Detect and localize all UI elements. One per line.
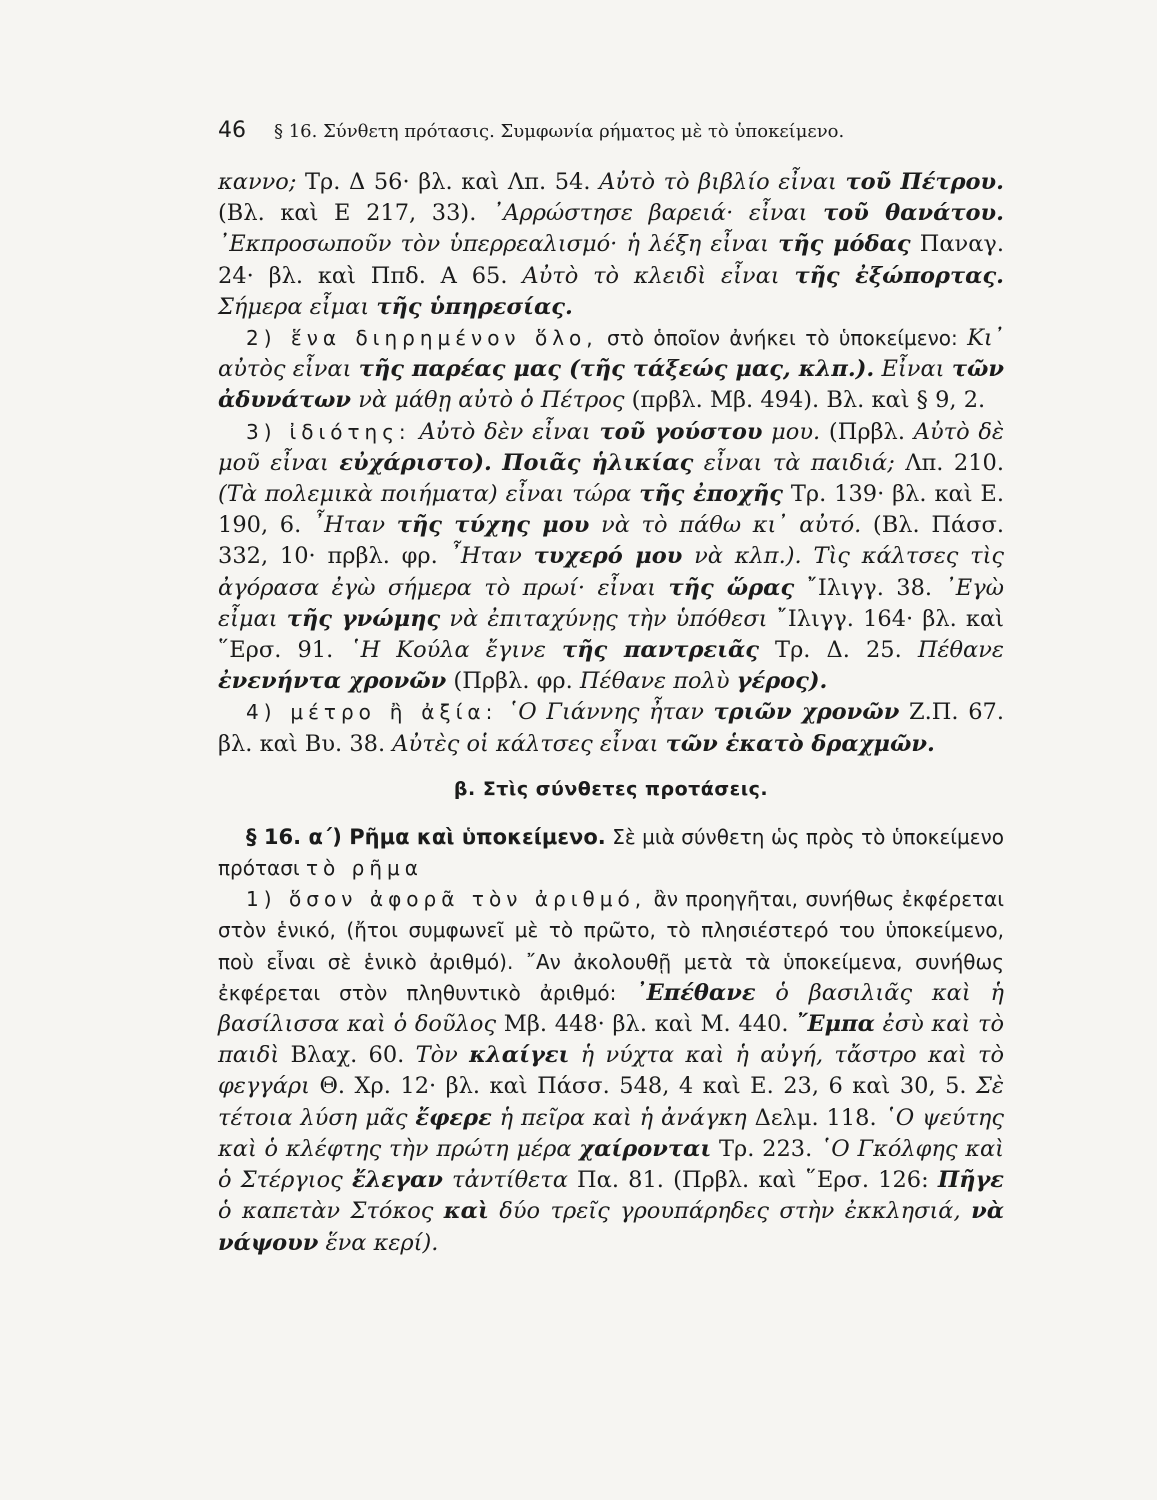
text-span: ἔφερε — [415, 1104, 492, 1131]
text-span: ἔλεγαν — [351, 1167, 443, 1194]
section-title: § 16. α΄) Ρῆμα καὶ ὑποκείμενο. — [246, 824, 606, 849]
text-span: τριῶν χρονῶν — [713, 699, 900, 726]
text-span: κλαίγει — [469, 1042, 570, 1069]
text-span: ῎Εμπα — [796, 1011, 875, 1038]
text-span: νὰ κλπ.). — [682, 543, 802, 570]
text-span: ᾿Επέθανε — [635, 979, 756, 1006]
paragraph-6 — [218, 884, 1004, 1258]
text-span: Αὐτὸ δὲν εἶναι — [410, 418, 600, 445]
text-span: νὰ ἐπιταχύνῃς τὴν ὑπόθεσι — [440, 605, 768, 632]
running-title: § 16. Σύνθετη πρότασις. Συμφωνία ρήματος μὲ τὸ ὑποκείμενο. — [274, 121, 845, 142]
text-span: ῎Ιλιγγ. 164· βλ. καὶ ῞Ερσ. 91. — [218, 605, 1005, 664]
text-span: ῏Ηταν — [449, 543, 534, 570]
text-span: Εἶναι — [881, 356, 952, 383]
text-span: (Πρβλ. — [820, 418, 914, 445]
text-span: τοῦ Πέτρου. — [845, 169, 1004, 195]
text-span: ὁ καπετὰν Στόκος — [218, 1198, 444, 1225]
text-span: Πέθανε πολὺ — [579, 668, 737, 695]
text-span: νὰ νάψουν — [218, 1198, 1005, 1256]
text-span: τῶν ἀδυνάτων — [218, 356, 1005, 414]
text-span — [492, 450, 502, 476]
text-span: τἀντίθετα — [442, 1167, 568, 1194]
paragraph-3 — [218, 417, 1004, 698]
text-span: γέρος). — [736, 668, 828, 695]
text-span: τῆς παρέας μας (τῆς τάξεώς μας, κλπ.). — [358, 356, 875, 383]
text-span: ῾Ο Γιάννης ἦταν — [497, 699, 714, 726]
item-label: 1) ὅσον ἀφορᾶ τὸν ἀριθμό, — [246, 887, 647, 912]
text-span: Πα. 81. (Πρβλ. καὶ ῞Ερσ. 126: — [567, 1167, 938, 1194]
text-span: ᾿Εκπροσωποῦν τὸν ὑπερρεαλισμό· ἡ λέξη εἶναι — [218, 231, 779, 258]
paragraph-5 — [218, 822, 1004, 884]
text-span: Δελμ. 118. — [746, 1104, 885, 1131]
text-span: νὰ μάθῃ αὐτὸ ὁ Πέτρος — [351, 387, 625, 414]
text-span: τῆς ἐξώπορτας. — [794, 262, 1004, 289]
text-span: τῆς ἐποχῆς — [639, 481, 783, 508]
text-span: Πέθανε — [917, 637, 1005, 664]
text-span: ἡ νύχτα καὶ ἡ αὐγή, τἄστρο καὶ τὸ φεγγάρι — [218, 1042, 1004, 1100]
text-span: Θ. Χρ. 12· βλ. καὶ Πάσσ. 548, 4 καὶ Ε. 23, 6 καὶ 30, 5. — [309, 1073, 977, 1100]
text-span: μου. — [762, 418, 821, 445]
text-span: ἕνα κερί). — [318, 1229, 439, 1256]
text-span: νὰ τὸ πάθω κι᾿ αὐτό. — [589, 512, 862, 539]
text-span: Σήμερα εἶμαι — [218, 293, 377, 320]
text-span: ῾Η Κούλα ἔγινε — [349, 637, 562, 664]
text-span: ᾿Αρρώστησε βαρειά· εἶναι — [491, 200, 824, 227]
text-span: Ζ.Π. 67. βλ. καὶ Βυ. 38. — [218, 699, 1005, 757]
text-span: Κι᾿ αὐτὸς εἶναι — [218, 325, 1004, 383]
text-span: (Πρβλ. φρ. — [446, 668, 580, 695]
text-span: καννο; — [218, 169, 297, 195]
paragraph-4 — [218, 697, 1004, 759]
text-span: ἐσὺ καὶ τὸ παιδὶ — [218, 1011, 1004, 1069]
text-span: Τρ. Δ. 25. — [759, 637, 918, 664]
page-content — [218, 118, 1004, 1259]
text-span: Σὲ μιὰ σύνθετη ὡς πρὸς τὸ ὑποκείμενο πρότασι — [218, 824, 1004, 881]
text-span: ῎Ιλιγγ. 38. — [794, 574, 945, 601]
text-span: τὸ ρῆμα — [306, 856, 423, 881]
text-span: Τρ. 139· βλ. καὶ Ε. 190, 6. — [218, 481, 1005, 539]
item-label: 4) μέτρο ἢ ἀξία: — [246, 700, 498, 725]
text-span: Αὐτὲς οἱ κάλτσες εἶναι — [392, 730, 666, 757]
paragraph-1 — [218, 167, 1004, 323]
text-span: Τρ. 223. — [711, 1135, 820, 1162]
text-span: (πρβλ. Μβ. 494). Βλ. καὶ § 9, 2. — [624, 387, 986, 414]
text-span: τῆς τύχης μου — [396, 512, 590, 539]
text-span: δύο τρεῖς γρουπάρηδες στὴν ἐκκλησιά, — [488, 1198, 972, 1225]
text-span: ῾Ο Γκόλφης καὶ ὁ Στέργιος — [218, 1135, 1004, 1194]
text-span: ἡ πεῖρα καὶ ἡ ἀνάγκη — [491, 1104, 747, 1131]
text-span: Σὲ τέτοια λύση μᾶς — [218, 1073, 1004, 1131]
text-span: Παναγ. 24· βλ. καὶ Ππδ. Α 65. — [218, 231, 1004, 289]
text-span: ῾Ο ψεύτης καὶ ὁ κλέφτης τὴν πρώτη μέρα — [218, 1104, 1004, 1162]
text-span: Τὸν — [415, 1042, 470, 1069]
text-span — [802, 543, 814, 569]
item-label: 3) ἰδιότης: — [246, 419, 411, 444]
subheading: β. Στὶς σύνθετες προτάσεις. — [453, 777, 769, 800]
item-label: 2) ἕνα διηρημένον ὅλο, — [246, 326, 598, 351]
text-span: τῆς παντρειᾶς — [561, 637, 759, 664]
text-span: εἶναι τὰ παιδιά; — [693, 449, 895, 476]
text-span: ἐνενήντα χρονῶν — [218, 668, 447, 695]
text-span: Ποιᾶς ἡλικίας — [502, 449, 694, 476]
text-span: Αὐτὸ δὲ μοῦ εἶναι — [218, 418, 1004, 476]
text-span: Αὐτὸ τὸ βιβλίο εἶναι — [599, 169, 846, 195]
text-span: Τὶς κάλτσες τὶς ἀγόρασα ἐγὼ σήμερα τὸ πρωί· εἶναι — [218, 543, 1005, 601]
text-span: Λπ. 210. — [894, 449, 1004, 476]
text-span: τῆς μόδας — [778, 231, 911, 258]
text-span: ᾿Εγὼ εἶμαι — [218, 574, 1004, 632]
paragraph-2 — [218, 323, 1004, 417]
text-span: (Τὰ πολεμικὰ ποιήματα) εἶναι τώρα — [218, 481, 640, 508]
page-number: 46 — [218, 118, 246, 143]
text-span: Τρ. Δ 56· βλ. καὶ Λπ. 54. — [296, 169, 600, 195]
text-span: Πῆγε — [937, 1167, 1004, 1194]
text-span: ῏Ηταν — [312, 512, 397, 539]
text-span: χαίρονται — [579, 1135, 712, 1162]
text-span: (Βλ. Πάσσ. 332, 10· πρβλ. φρ. — [218, 512, 1005, 570]
text-span: ὁ βασιλιᾶς καὶ ἡ βασίλισσα καὶ ὁ δοῦλος — [218, 979, 1004, 1038]
text-span: Μβ. 448· βλ. καὶ Μ. 440. — [496, 1011, 797, 1038]
text-span: εὐχάριστο). — [339, 449, 492, 476]
text-span: τῆς ὑπηρεσίας. — [376, 293, 573, 320]
text-span: στὸ ὁποῖον ἀνήκει τὸ ὑποκείμενο: — [597, 326, 968, 351]
text-span: Αὐτὸ τὸ κλειδὶ εἶναι — [522, 262, 795, 289]
text-span: τῶν ἑκατὸ δραχμῶν. — [665, 730, 935, 757]
text-span: ἂν προηγῆται, συνήθως ἐκφέρεται στὸν ἑνικό, (ἤτοι συμφωνεῖ μὲ τὸ πρῶτο, τὸ πλησιέστερό του ὑποκείμενο, ποὺ εἶναι σὲ ἑνικὸ ἀριθμό). ῎Αν ἀκολουθῇ μετὰ τὰ ὑποκείμενα, συνήθως ἐκφέρεται στὸν πληθυντικὸ ἀριθμό: — [218, 887, 1005, 1005]
text-span — [874, 356, 881, 382]
text-span: καὶ — [443, 1198, 489, 1225]
text-span: (Βλ. καὶ Ε 217, 33). — [218, 200, 492, 227]
text-span: τοῦ γούστου — [599, 418, 763, 445]
text-span: τοῦ θανάτου. — [823, 200, 1004, 227]
text-span: Βλαχ. 60. — [279, 1042, 416, 1069]
text-span: τῆς γνώμης — [286, 605, 441, 632]
text-span: τῆς ὥρας — [668, 574, 795, 601]
text-span: τυχερό μου — [533, 543, 683, 570]
running-header — [218, 118, 1004, 143]
